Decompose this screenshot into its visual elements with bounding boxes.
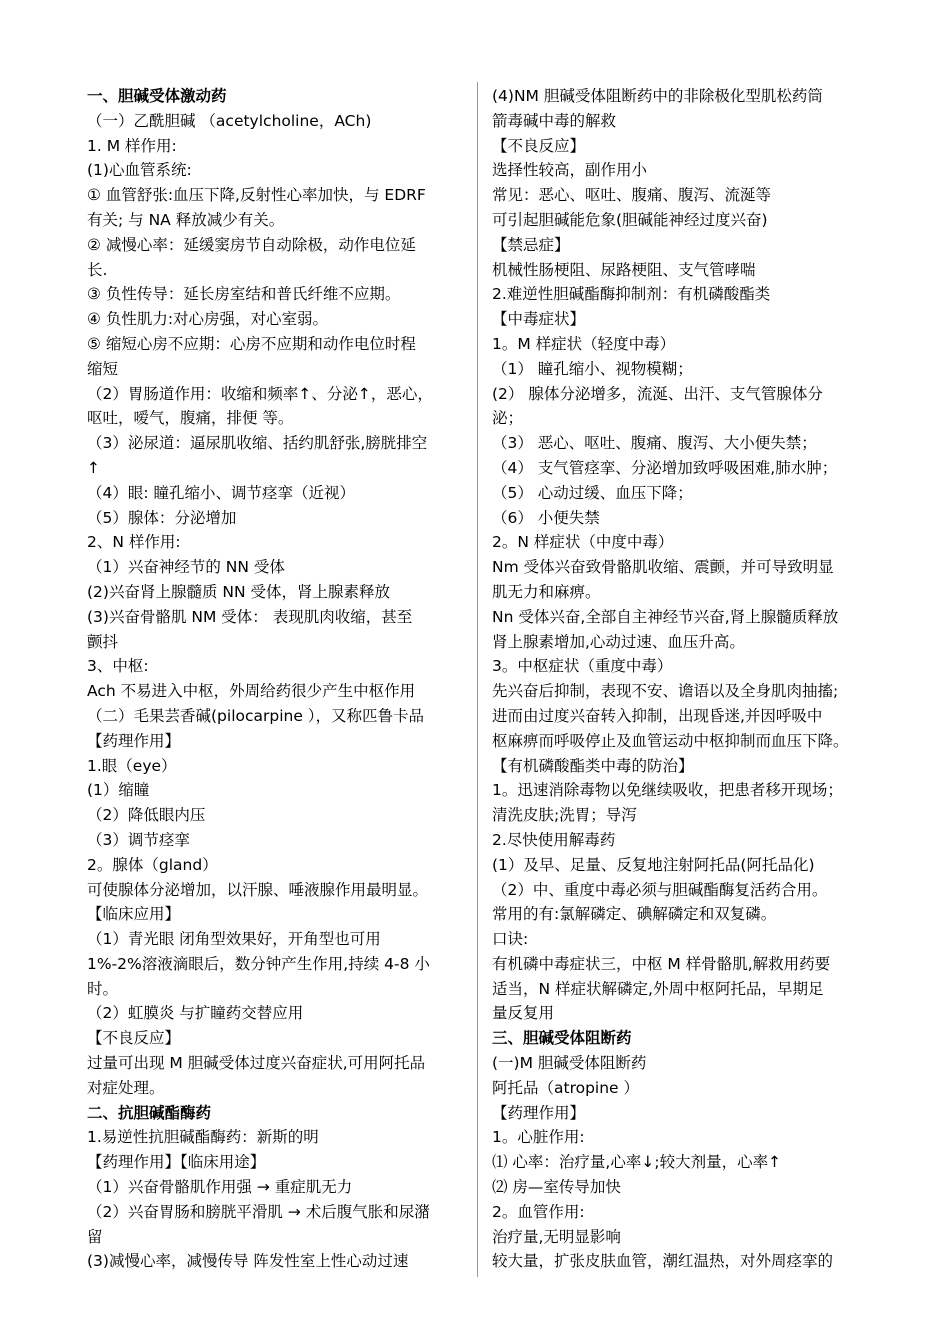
text-line: 【药理作用】 xyxy=(492,1103,586,1122)
text-line: 1。心脏作用: xyxy=(492,1128,585,1147)
text-line: (4)NM 胆碱受体阻断药中的非除极化型肌松药筒 xyxy=(492,87,823,105)
text-line: （1）青光眼 闭角型效果好，开角型也可用 xyxy=(87,930,381,949)
text-line: 3。中枢症状（重度中毒） xyxy=(492,657,673,676)
text-line: ① 血管舒张:血压下降,反射性心率加快，与 EDRF xyxy=(87,186,426,205)
section-heading: 一、胆碱受体激动药 xyxy=(87,87,227,105)
text-line: 机械性肠梗阻、尿路梗阻、支气管哮喘 xyxy=(492,260,756,279)
text-line: 1.眼（eye） xyxy=(87,756,177,775)
text-line: (2)兴奋肾上腺髓质 NN 受体，肾上腺素释放 xyxy=(87,582,391,601)
text-line: 量反复用 xyxy=(492,1004,555,1023)
text-line: （一）乙酰胆碱 （acetylcholine，ACh) xyxy=(87,111,372,130)
text-line: 【药理作用】 xyxy=(87,731,181,750)
left-column xyxy=(87,84,465,1274)
text-line: ↑ xyxy=(87,458,100,477)
text-line: (1）及早、足量、反复地注射阿托品(阿托品化) xyxy=(492,855,815,874)
text-line: 呕吐，嗳气，腹痛，排便 等。 xyxy=(87,409,294,428)
text-line: 长. xyxy=(87,260,108,279)
text-line: 【不良反应】 xyxy=(492,136,586,155)
text-line: 【不良反应】 xyxy=(87,1029,181,1048)
text-line: 肌无力和麻痹。 xyxy=(492,582,601,601)
text-line: 箭毒碱中毒的解救 xyxy=(492,111,617,130)
text-line: （4）眼: 瞳孔缩小、调节痉挛（近视） xyxy=(87,483,356,502)
text-line: 可引起胆碱能危象(胆碱能神经过度兴奋) xyxy=(492,210,768,229)
text-line: （二）毛果芸香碱(pilocarpine ），又称匹鲁卡品 xyxy=(87,706,425,725)
text-line: (3)兴奋骨骼肌 NM 受体： 表现肌肉收缩，甚至 xyxy=(87,607,413,626)
text-line: ③ 负性传导：延长房室结和普氏纤维不应期。 xyxy=(87,285,401,304)
text-line: (一)M 胆碱受体阻断药 xyxy=(492,1054,647,1073)
text-line: 缩短 xyxy=(87,359,119,378)
text-line: 常见：恶心、呕吐、腹痛、腹泻、流涎等 xyxy=(492,186,772,205)
text-line: 清洗皮肤;洗胃；导泻 xyxy=(492,806,637,825)
text-line: 2.难逆性胆碱酯酶抑制剂：有机磷酸酯类 xyxy=(492,285,771,304)
text-line: 口诀: xyxy=(492,930,529,949)
text-line: （5） 心动过缓、血压下降； xyxy=(492,483,693,502)
text-line: （1） 瞳孔缩小、视物模糊； xyxy=(492,359,693,378)
text-line: Nn 受体兴奋,全部自主神经节兴奋,肾上腺髓质释放 xyxy=(492,607,839,626)
text-line: （2）胃肠道作用：收缩和频率↑、分泌↑，恶心， xyxy=(87,384,433,403)
text-line: 有机磷中毒症状三，中枢 M 样骨骼肌,解救用药要 xyxy=(492,954,831,973)
text-line: （3） 恶心、呕吐、腹痛、腹泻、大小便失禁； xyxy=(492,434,817,453)
text-line: 进而由过度兴奋转入抑制，出现昏迷,并因呼吸中 xyxy=(492,706,823,725)
text-line: 留 xyxy=(87,1227,103,1246)
text-line: （2）中、重度中毒必须与胆碱酯酶复活药合用。 xyxy=(492,880,828,899)
text-line: （1）兴奋骨骼肌作用强 → 重症肌无力 xyxy=(87,1178,353,1197)
text-line: 【中毒症状】 xyxy=(492,310,586,329)
text-line: 【有机磷酸酯类中毒的防治】 xyxy=(492,756,694,775)
text-line: (2） 腺体分泌增多，流涎、出汗、支气管腺体分 xyxy=(492,384,823,403)
right-column xyxy=(492,84,872,1274)
text-line: （6） 小便失禁 xyxy=(492,508,600,527)
text-line: 可使腺体分泌增加，以汗腺、唾液腺作用最明显。 xyxy=(87,880,429,899)
section-heading: 二、抗胆碱酯酶药 xyxy=(87,1103,212,1122)
text-line: ② 减慢心率：延缓窦房节自动除极，动作电位延 xyxy=(87,235,416,254)
text-line: 2、N 样作用: xyxy=(87,533,181,552)
text-line: （2）降低眼内压 xyxy=(87,806,206,825)
text-line: 颤抖 xyxy=(87,632,119,651)
text-line: （3）调节痉挛 xyxy=(87,830,190,849)
text-line: 枢麻痹而呼吸停止及血管运动中枢抑制而血压下降。 xyxy=(492,731,849,750)
text-line: 时。 xyxy=(87,979,119,998)
text-line: 过量可出现 M 胆碱受体过度兴奋症状,可用阿托品 xyxy=(87,1054,426,1073)
text-line: （3）泌尿道：逼尿肌收缩、括约肌舒张,膀胱排空 xyxy=(87,434,428,453)
text-line: 适当，N 样症状解磷定,外周中枢阿托品，早期足 xyxy=(492,979,824,998)
text-line: (1）缩瞳 xyxy=(87,781,150,800)
text-line: 1。迅速消除毒物以免继续吸收，把患者移开现场； xyxy=(492,781,843,800)
text-line: 1.易逆性抗胆碱酯酶药：新斯的明 xyxy=(87,1128,319,1147)
text-line: 1%-2%溶液滴眼后，数分钟产生作用,持续 4-8 小 xyxy=(87,954,430,973)
text-line: 选择性较高，副作用小 xyxy=(492,161,648,180)
text-line: 先兴奋后抑制，表现不安、谵语以及全身肌肉抽搐; xyxy=(492,682,839,701)
text-line: 泌； xyxy=(492,409,524,428)
text-line: （4） 支气管痉挛、分泌增加致呼吸困难,肺水肿； xyxy=(492,458,838,477)
text-line: Ach 不易进入中枢，外周给药很少产生中枢作用 xyxy=(87,682,416,701)
text-line: （2）兴奋胃肠和膀胱平滑肌 → 术后腹气胀和尿潴 xyxy=(87,1202,430,1221)
text-line: 阿托品（atropine ） xyxy=(492,1078,640,1097)
text-line: 【药理作用】【临床用途】 xyxy=(87,1153,266,1172)
text-line: （5）腺体：分泌增加 xyxy=(87,508,237,527)
text-line: ④ 负性肌力:对心房强，对心室弱。 xyxy=(87,310,329,329)
text-line: 2。腺体（gland） xyxy=(87,855,218,874)
text-line: 对症处理。 xyxy=(87,1078,165,1097)
section-heading: 三、胆碱受体阻断药 xyxy=(492,1029,632,1048)
text-line: ⑤ 缩短心房不应期：心房不应期和动作电位时程 xyxy=(87,334,416,353)
text-line: 2.尽快使用解毒药 xyxy=(492,830,616,849)
text-line: 1。M 样症状（轻度中毒） xyxy=(492,334,676,353)
column-divider xyxy=(477,82,478,1277)
text-line: （1）兴奋神经节的 NN 受体 xyxy=(87,558,285,577)
text-line: (1)心血管系统: xyxy=(87,161,192,180)
text-line: 较大量，扩张皮肤血管，潮红温热，对外周痉挛的 xyxy=(492,1252,834,1271)
text-line: 肾上腺素增加,心动过速、血压升高。 xyxy=(492,632,745,651)
text-line: 【临床应用】 xyxy=(87,905,181,924)
text-line: 有关; 与 NA 释放减少有关。 xyxy=(87,210,285,229)
text-line: 【禁忌症】 xyxy=(492,235,570,254)
text-line: ⑵ 房—室传导加快 xyxy=(492,1178,621,1197)
text-line: Nm 受体兴奋致骨骼肌收缩、震颤，并可导致明显 xyxy=(492,558,834,577)
text-line: 1. M 样作用: xyxy=(87,136,177,155)
text-line: （2）虹膜炎 与扩瞳药交替应用 xyxy=(87,1004,304,1023)
text-line: (3)减慢心率，减慢传导 阵发性室上性心动过速 xyxy=(87,1252,409,1271)
text-line: 2。血管作用: xyxy=(492,1202,585,1221)
text-line: 3、中枢: xyxy=(87,657,149,676)
text-line: 常用的有:氯解磷定、碘解磷定和双复磷。 xyxy=(492,905,777,924)
text-line: 2。N 样症状（中度中毒） xyxy=(492,533,674,552)
text-line: ⑴ 心率：治疗量,心率↓;较大剂量，心率↑ xyxy=(492,1153,782,1172)
text-line: 治疗量,无明显影响 xyxy=(492,1227,621,1246)
